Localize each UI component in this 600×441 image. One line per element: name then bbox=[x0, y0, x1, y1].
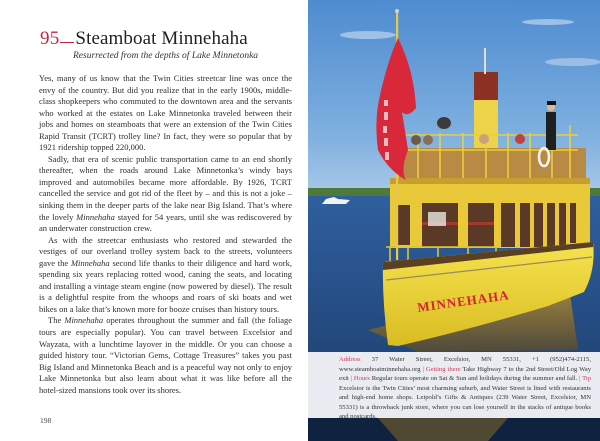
caption-label: Tip bbox=[582, 375, 591, 383]
caption-text: Excelsior is the Twin Cities’ most charming suburb, and Water Street is lined with restaurants and high-end home shops. Leipold’s Gifts & Antiques (239 Water Street, Excelsior, MN 55331) is a throwback junk store, where you can lose yourself in the stacks of antique books and postcards. bbox=[339, 384, 591, 421]
caption-text: 37 Water Street, Excelsior, MN 55331, +1 (952)474-2115, www.steamboatminnehaha.org bbox=[339, 356, 591, 373]
italic-text: Minnehaha bbox=[64, 315, 104, 326]
paragraph bbox=[39, 73, 292, 154]
text-segment: stayed for 54 years, until she was rediscovered by an underwater construction crew. bbox=[39, 211, 292, 234]
paragraph bbox=[39, 315, 292, 396]
entry-heading bbox=[40, 28, 248, 50]
caption-separator: | bbox=[348, 375, 354, 383]
caption-separator: | bbox=[420, 365, 426, 373]
paragraph bbox=[39, 235, 292, 316]
hull-lettering: MINNEHAHA bbox=[416, 287, 511, 315]
body-text bbox=[39, 73, 292, 396]
paragraph bbox=[39, 154, 292, 235]
text-segment: operates throughout the summer and fall (the foliage tours are especially popular). You can travel between Excelsior and Wayzata, with a lunchtime layover in the middle. Or you can choose a guided history tour. “Victorian Gems, Cottage Treasures” takes you past Big Island and Minnetonka Beach and is a peaceful way not only to enjoy Lake Minnetonka but also learn about what it was like before all the hotel-sized mansions took over its shores. bbox=[39, 315, 292, 395]
caption-label: Address bbox=[339, 356, 361, 363]
entry-number: 95 bbox=[40, 28, 60, 49]
text-segment: Sadly, that era of scenic public transportation came to an end shortly thereafter, when the roads around Lake Minnetonka’s windy bays improved and automobiles became more affordable. By 1926, TCRT cancelled the service and got rid of the fleet by – and this is not a joke – sinking them in the deeper parts of the lake near Big Island. That’s where the lovely bbox=[39, 153, 292, 222]
text-segment: As with the streetcar enthusiasts who restored and stewarded the vestiges of our overland trolley system back to the streets, volunteers gave the bbox=[39, 234, 292, 268]
caption-label: Getting there bbox=[425, 365, 461, 373]
text-segment: The bbox=[48, 315, 65, 326]
right-page bbox=[300, 0, 600, 441]
title-rule bbox=[60, 42, 74, 43]
caption-separator: | bbox=[577, 375, 583, 383]
caption-text: Take Highway 7 to the 2nd Street/Old Log Way exit bbox=[339, 365, 591, 383]
page-number: 198 bbox=[40, 416, 52, 425]
caption bbox=[339, 355, 591, 422]
caption-label: Hours bbox=[353, 375, 370, 383]
italic-text: Minnehaha bbox=[76, 211, 115, 222]
subtitle: Resurrected from the depths of Lake Minnetonka bbox=[73, 51, 259, 61]
page-title: Steamboat Minnehaha bbox=[75, 28, 248, 49]
text-segment: second life thanks to their diligence and hard work, spending six years replacing rotted wood, caning the seats, and locating and installing a vintage steam engine (now powered by diesel). The result is a delightful respite from the whoops and roars of ski boats and wet bikes on a lake that’s known more for booze cruises than history tours. bbox=[39, 257, 292, 314]
italic-text: Minnehaha bbox=[70, 257, 110, 268]
text-segment: Yes, many of us know that the Twin Cities streetcar line was once the envy of the country. But did you realize that in the early 1900s, middle-class shopkeepers who commuted to the downtown area and the servants who worked at the estates on Lake Minnetonka traveled between their jobs and homes on steamboats that were an extension of the Twin Cities Rapid Transit (TCRT) trolley line? In fact, they were so popular that by 1921 ridership topped 220,000. bbox=[39, 73, 292, 153]
caption-text: Regular tours operate on Sat & Sun and holidays during the summer and fall. bbox=[369, 375, 578, 383]
